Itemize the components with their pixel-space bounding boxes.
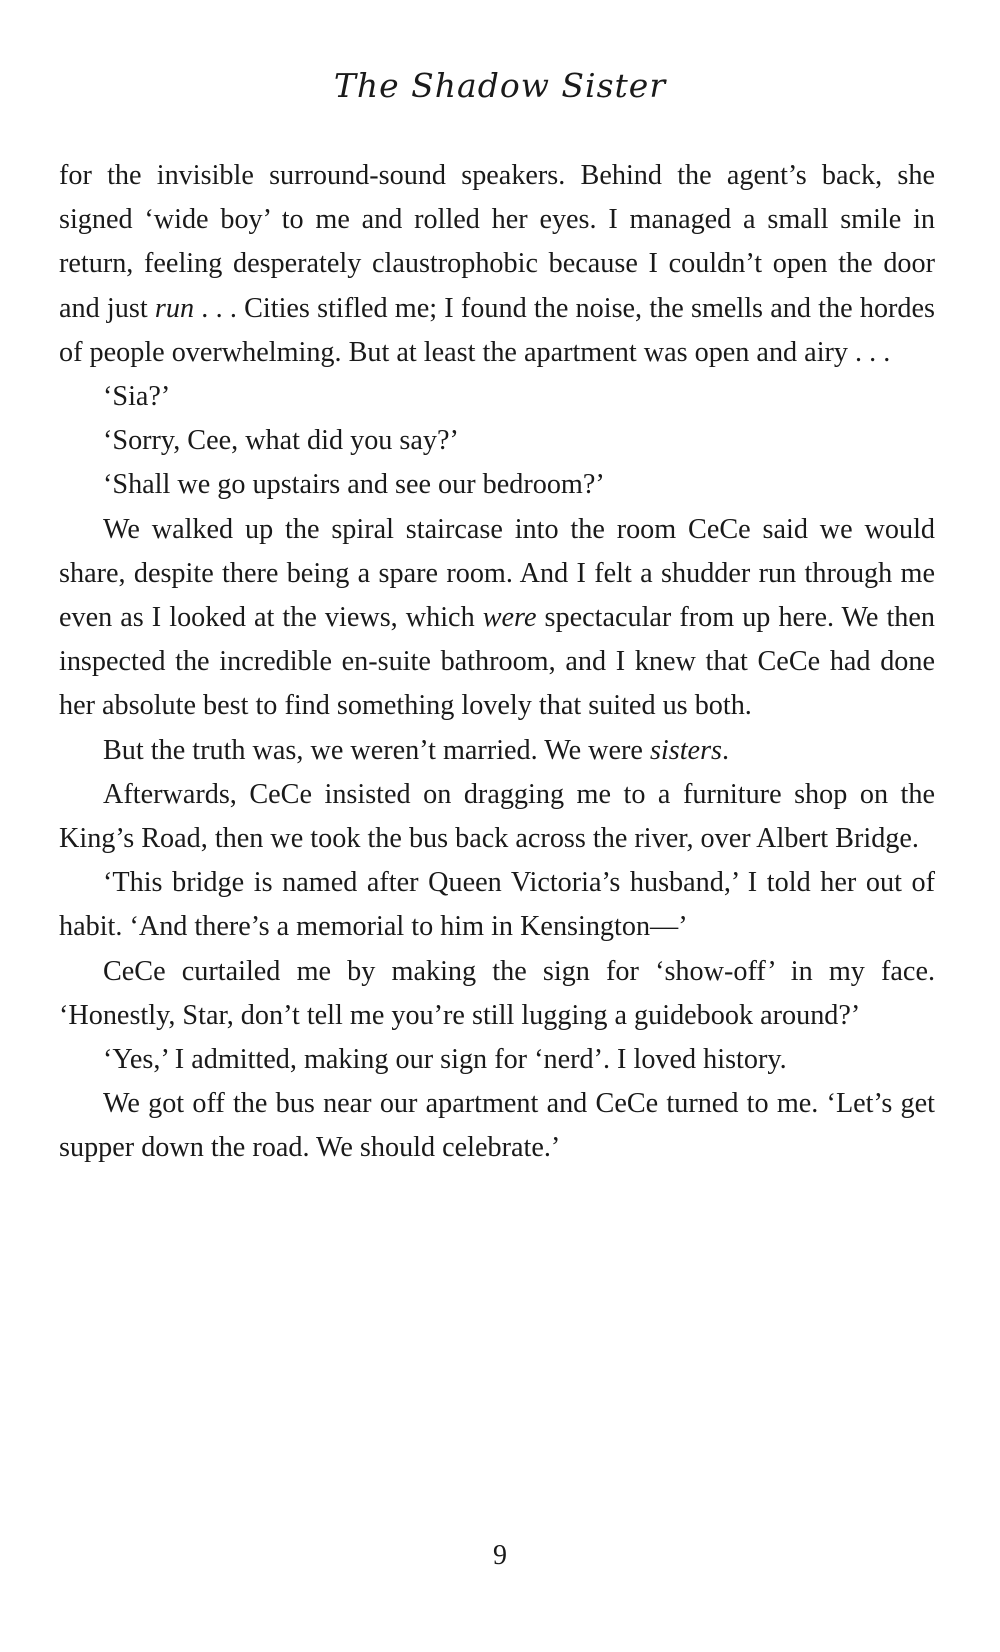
running-head: The Shadow Sister (333, 66, 667, 105)
text-run: . (722, 734, 730, 766)
text-run: ‘This bridge is named after Queen Victoria’s husband,’ I told her out of habit. ‘And there’s a memorial to him in Kensington—’ (59, 867, 935, 943)
paragraph (59, 419, 935, 463)
paragraph (59, 773, 935, 861)
text-run: ‘Sorry, Cee, what did you say?’ (103, 425, 459, 457)
text-run: ‘Yes,’ I admitted, making our sign for ‘nerd’. I loved history. (103, 1044, 787, 1076)
text-run: ‘Shall we go upstairs and see our bedroom?’ (103, 469, 605, 501)
text-run: for the invisible surround-sound speakers. Behind the agent’s back, she signed ‘wide boy’ to me and rolled her eyes. I managed a small smile in return, feeling desperately claustrophobic because I couldn’t open the door and just (59, 160, 935, 324)
paragraph (59, 729, 935, 773)
text-run: spectacular from up here. We then inspected the incredible en-suite bathroom, and I knew that CeCe had done her absolute best to find something lovely that suited us both. (59, 602, 935, 722)
italic-text: sisters (649, 734, 723, 766)
text-run: ‘Sia?’ (103, 381, 171, 413)
text-run: We walked up the spiral staircase into the room CeCe said we would share, despite there being a spare room. And I felt a shudder run through me even as I looked at the views, which (59, 513, 935, 634)
text-run: Afterwards, CeCe insisted on dragging me to a furniture shop on the King’s Road, then we took the bus back across the river, over Albert Bridge. (59, 778, 935, 855)
paragraph (59, 950, 935, 1038)
text-run: . . . Cities stifled me; I found the noise, the smells and the hordes of people overwhelming. But at least the apartment was open and airy . . . (59, 292, 935, 368)
paragraph (59, 463, 935, 507)
paragraph (59, 861, 935, 949)
text-run: We got off the bus near our apartment and CeCe turned to me. ‘Let’s get supper down the road. We should celebrate.’ (59, 1088, 935, 1164)
paragraph (59, 375, 935, 419)
body-text (59, 154, 935, 1171)
text-run: CeCe curtailed me by making the sign for ‘show-off’ in my face. ‘Honestly, Star, don’t tell me you’re still lugging a guidebook around?’ (59, 955, 935, 1031)
paragraph (59, 1038, 935, 1082)
paragraph (59, 508, 935, 729)
italic-text: were (482, 602, 537, 634)
italic-text: run (154, 292, 195, 324)
text-run: But the truth was, we weren’t married. We were (103, 734, 650, 766)
paragraph (59, 1082, 935, 1170)
page-number: 9 (493, 1540, 507, 1571)
paragraph (59, 154, 935, 375)
